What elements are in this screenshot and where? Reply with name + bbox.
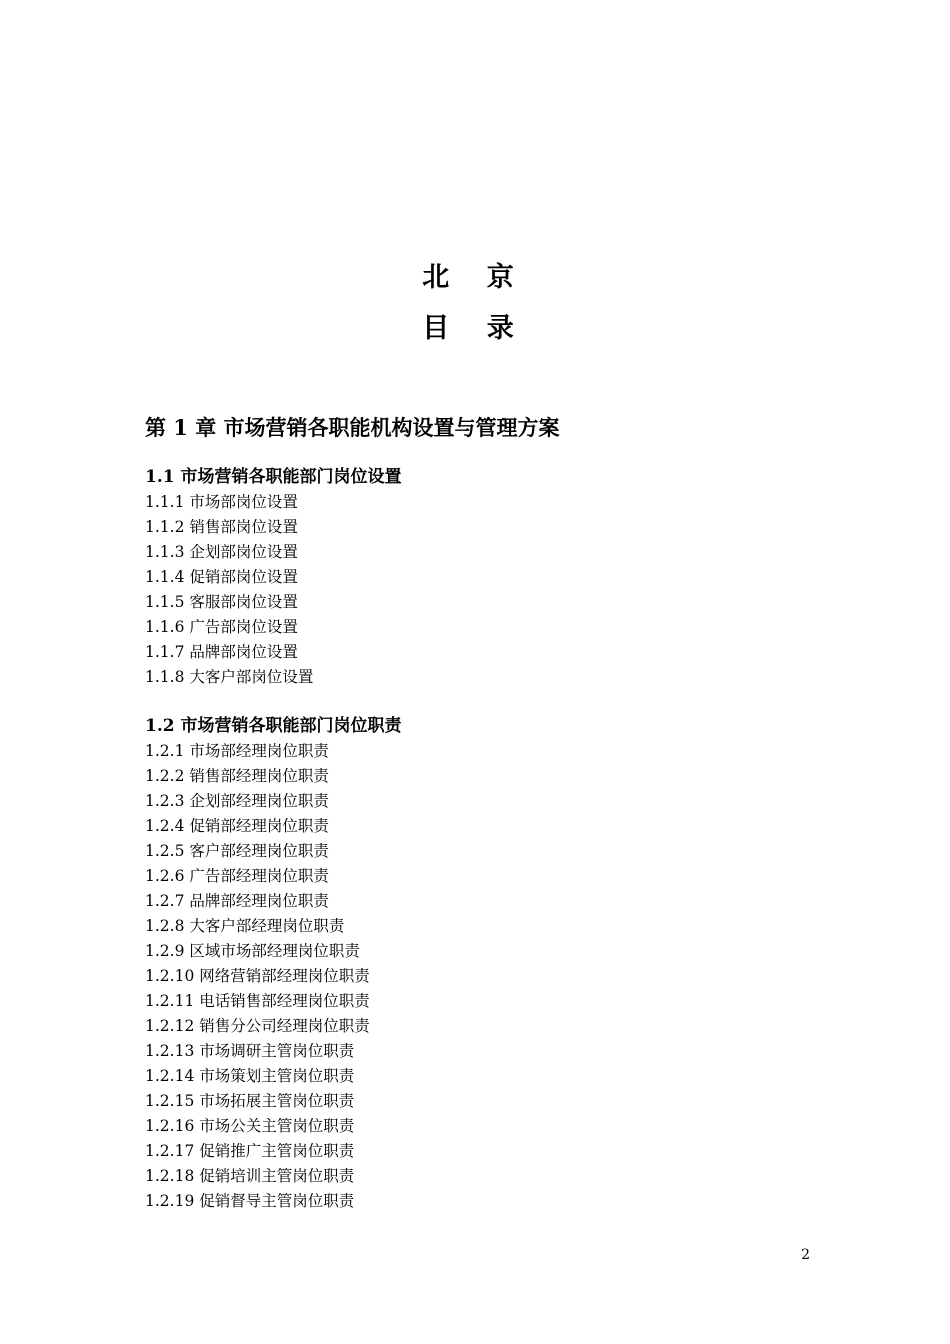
toc-item[interactable]: 1.2.4 促销部经理岗位职责	[145, 817, 329, 835]
toc-item[interactable]: 1.2.2 销售部经理岗位职责	[145, 767, 329, 785]
toc-item[interactable]: 1.2.3 企划部经理岗位职责	[145, 792, 329, 810]
toc-item[interactable]: 1.1.5 客服部岗位设置	[145, 593, 298, 611]
toc-item[interactable]: 1.1.7 品牌部岗位设置	[145, 643, 298, 661]
toc-item[interactable]: 1.2.1 市场部经理岗位职责	[145, 742, 329, 760]
toc-item[interactable]: 1.2.17 促销推广主管岗位职责	[145, 1142, 355, 1160]
toc-item[interactable]: 1.1.4 促销部岗位设置	[145, 568, 298, 586]
toc-item[interactable]: 1.2.12 销售分公司经理岗位职责	[145, 1017, 370, 1035]
toc-section-heading[interactable]: 1.1 市场营销各职能部门岗位设置	[145, 467, 402, 487]
toc-item[interactable]: 1.2.16 市场公关主管岗位职责	[145, 1117, 355, 1135]
toc-item[interactable]: 1.2.10 网络营销部经理岗位职责	[145, 967, 370, 985]
toc-item[interactable]: 1.2.9 区域市场部经理岗位职责	[145, 942, 360, 960]
toc-item[interactable]: 1.2.18 促销培训主管岗位职责	[145, 1167, 355, 1185]
toc-item[interactable]: 1.2.13 市场调研主管岗位职责	[145, 1042, 355, 1060]
toc-item[interactable]: 1.2.11 电话销售部经理岗位职责	[145, 992, 370, 1010]
toc-item[interactable]: 1.1.3 企划部岗位设置	[145, 543, 298, 561]
toc-item[interactable]: 1.2.14 市场策划主管岗位职责	[145, 1067, 355, 1085]
document-title: 北 京	[422, 262, 528, 293]
toc-item[interactable]: 1.2.7 品牌部经理岗位职责	[145, 892, 329, 910]
toc-item[interactable]: 1.1.8 大客户部岗位设置	[145, 668, 314, 686]
page-number: 2	[801, 1247, 810, 1263]
toc-item[interactable]: 1.2.6 广告部经理岗位职责	[145, 867, 329, 885]
toc-chapter-heading[interactable]: 第 1 章 市场营销各职能机构设置与管理方案	[145, 415, 560, 440]
toc-item[interactable]: 1.1.1 市场部岗位设置	[145, 493, 298, 511]
toc-title: 目 录	[422, 313, 528, 344]
toc-item[interactable]: 1.1.6 广告部岗位设置	[145, 618, 298, 636]
toc-section-1	[145, 464, 402, 690]
toc-item[interactable]: 1.2.19 促销督导主管岗位职责	[145, 1192, 355, 1210]
toc-item[interactable]: 1.2.8 大客户部经理岗位职责	[145, 917, 345, 935]
toc-section-heading[interactable]: 1.2 市场营销各职能部门岗位职责	[145, 716, 402, 736]
toc-item[interactable]: 1.2.5 客户部经理岗位职责	[145, 842, 329, 860]
toc-item[interactable]: 1.2.15 市场拓展主管岗位职责	[145, 1092, 355, 1110]
toc-section-2	[145, 713, 402, 1214]
toc-item[interactable]: 1.1.2 销售部岗位设置	[145, 518, 298, 536]
